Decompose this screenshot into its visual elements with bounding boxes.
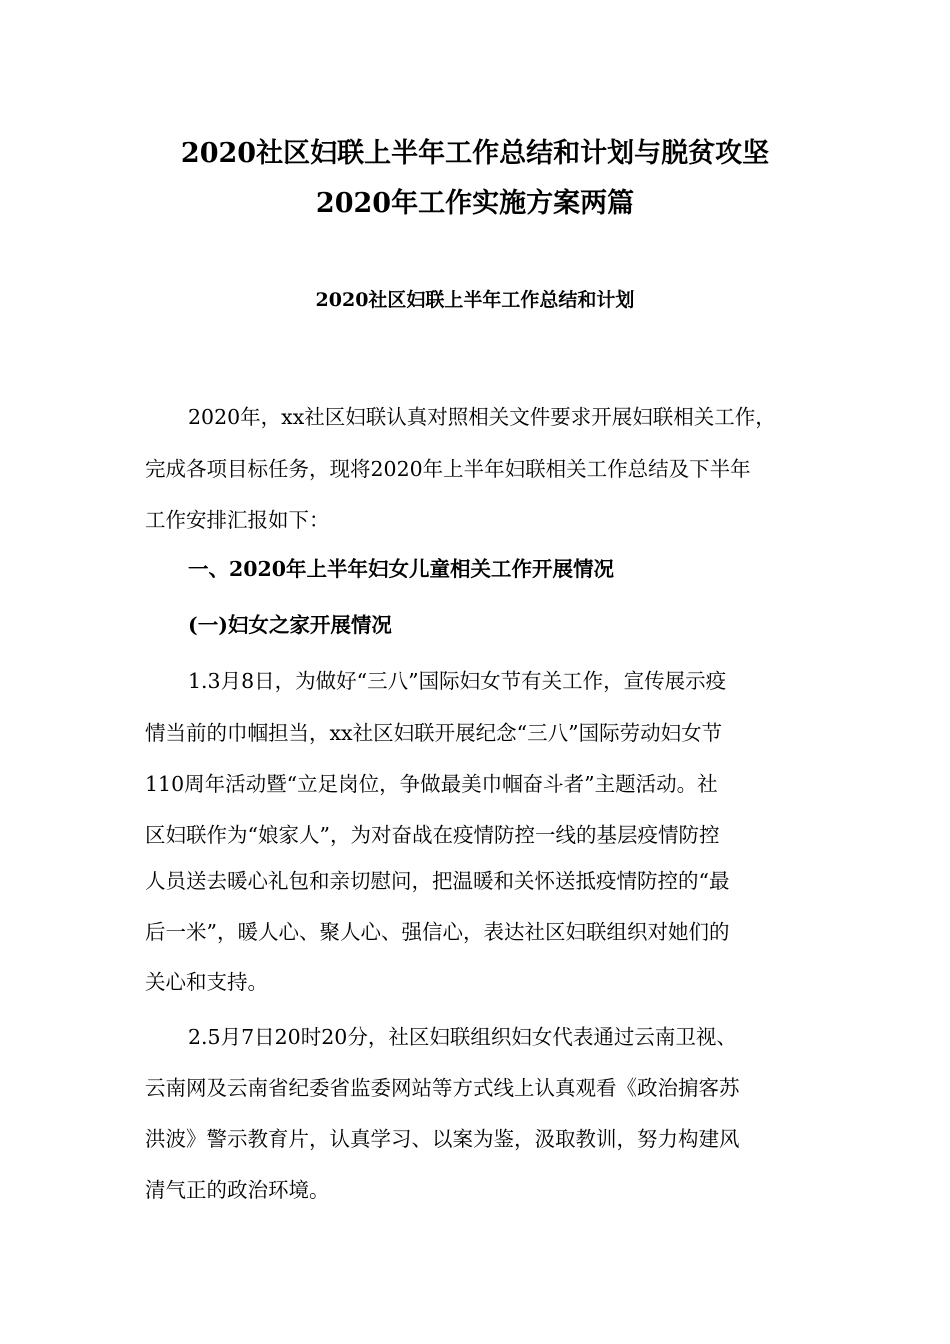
heading-1-1: (一)妇女之家开展情况 [188,613,392,637]
item-1-line-6: 后一米”，暖人心、聚人心、强信心，表达社区妇联组织对她们的 [145,920,730,944]
document-title-line-1: 2020社区妇联上半年工作总结和计划与脱贫攻坚 [180,138,770,169]
item-2-line-4: 清气正的政治环境。 [145,1178,330,1202]
item-2-line-3: 洪波》警示教育片，认真学习、以案为鉴，汲取教训，努力构建风 [145,1127,740,1151]
intro-line-3: 工作安排汇报如下： [145,508,330,532]
item-1-line-5: 人员送去暖心礼包和亲切慰问，把温暖和关怀送抵疫情防控的“最 [145,869,730,893]
item-1-line-1: 1.3月8日，为做好“三八”国际妇女节有关工作，宣传展示疫 [188,669,727,693]
heading-1: 一、2020年上半年妇女儿童相关工作开展情况 [188,557,615,581]
item-1-line-3: 110周年活动暨“立足岗位，争做最美巾帼奋斗者”主题活动。社 [145,772,718,796]
item-2-line-2: 云南网及云南省纪委省监委网站等方式线上认真观看《政治掮客苏 [145,1076,740,1100]
item-1-line-2: 情当前的巾帼担当，xx社区妇联开展纪念“三八”国际劳动妇女节 [145,721,723,745]
item-2-line-1: 2.5月7日20时20分，社区妇联组织妇女代表通过云南卫视、 [188,1025,737,1049]
document-title-line-2: 2020年工作实施方案两篇 [315,188,635,219]
section-subtitle: 2020社区妇联上半年工作总结和计划 [315,289,635,311]
item-1-line-4: 区妇联作为“娘家人”，为对奋战在疫情防控一线的基层疫情防控 [145,823,720,847]
intro-line-2: 完成各项目标任务，现将2020年上半年妇联相关工作总结及下半年 [145,457,751,481]
item-1-line-7: 关心和支持。 [145,970,268,994]
intro-line-1: 2020年，xx社区妇联认真对照相关文件要求开展妇联相关工作， [188,405,776,429]
